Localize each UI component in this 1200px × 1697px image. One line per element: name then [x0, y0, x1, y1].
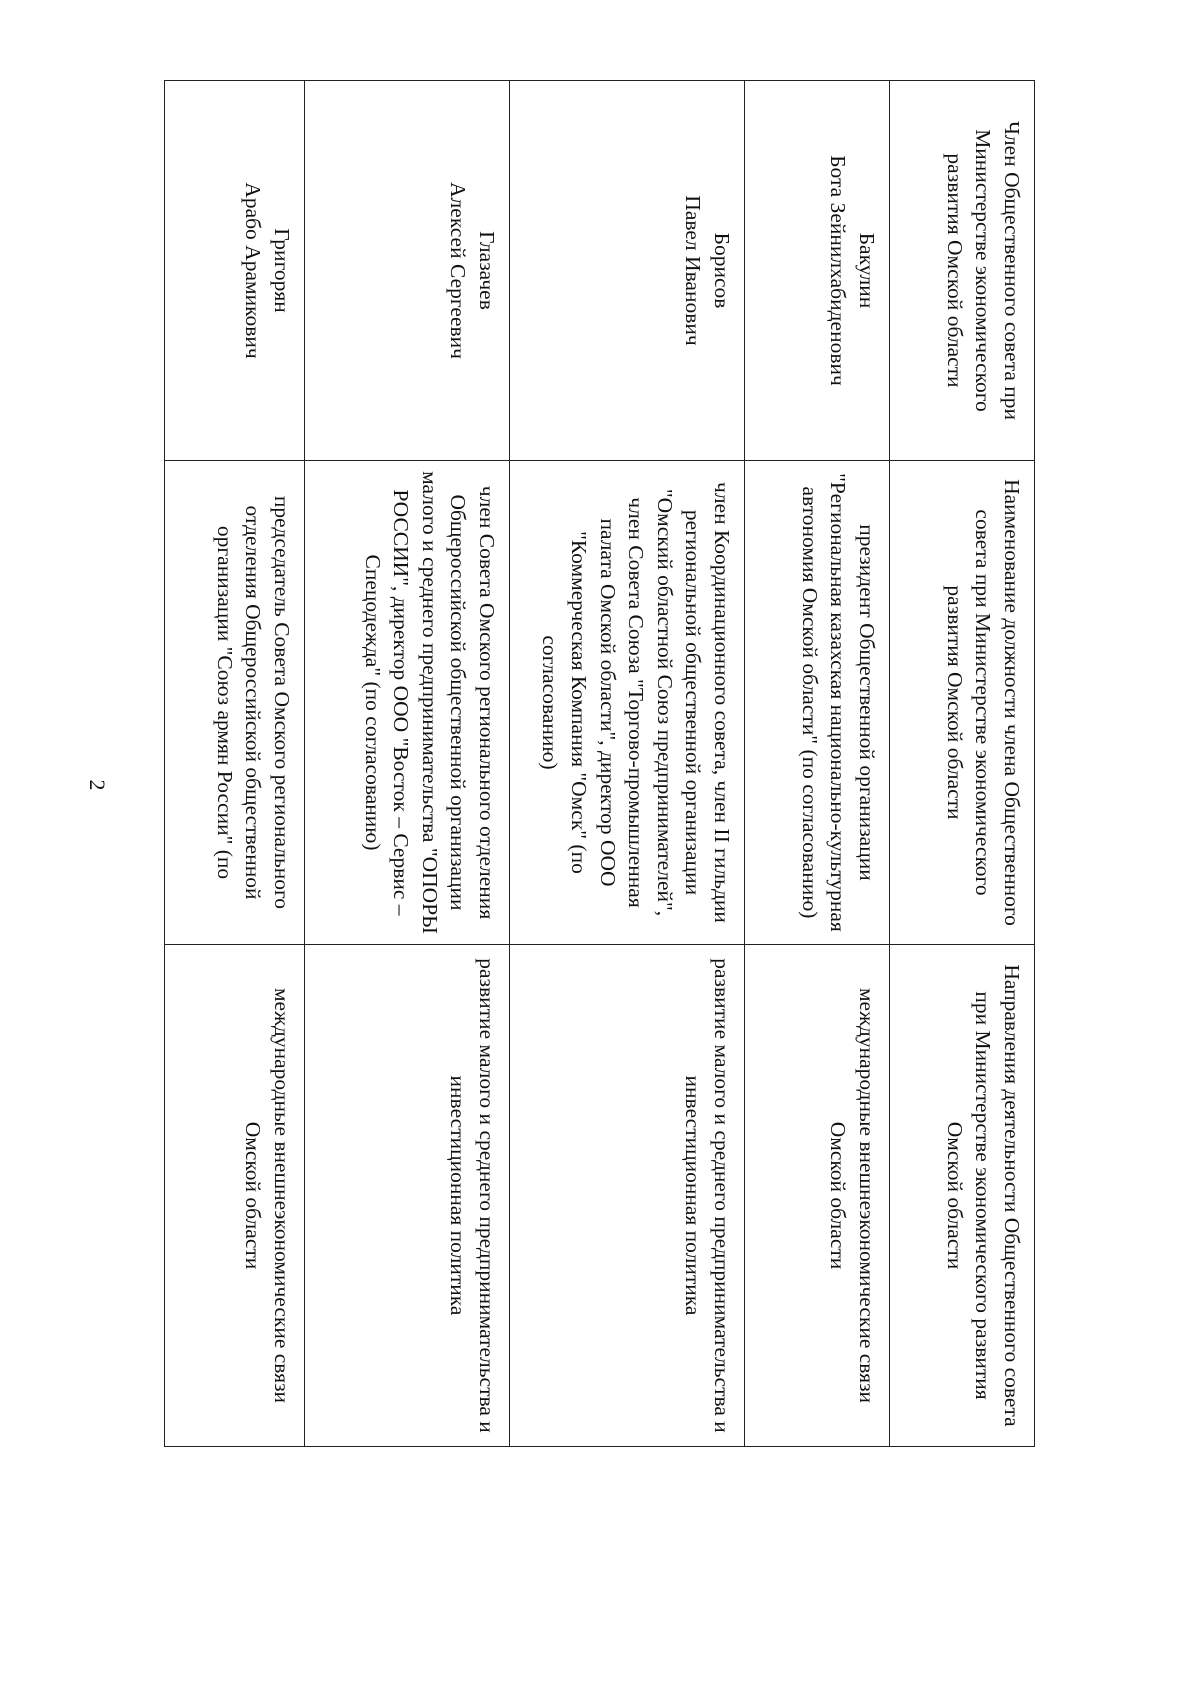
- member-surname: Бакулин: [855, 232, 879, 309]
- direction-cell: международные внешнеэкономические связи Омской области: [165, 945, 305, 1447]
- header-direction: Направления деятельности Общественного совета при Министерстве экономического развития Омской области: [890, 945, 1035, 1447]
- direction-cell: развитие малого и среднего предпринимательства и инвестиционная политика: [510, 945, 745, 1447]
- table-header-row: [890, 81, 1035, 1447]
- member-cell: [510, 81, 745, 461]
- member-surname: Григорян: [270, 228, 294, 313]
- member-surname: Глазачев: [475, 231, 499, 310]
- members-table: [164, 80, 1035, 1447]
- member-cell: [165, 81, 305, 461]
- member-cell: [745, 81, 890, 461]
- member-cell: [305, 81, 510, 461]
- position-cell: председатель Совета Омского регионального отделения Общероссийской общественной организации "Союз армян России" (по: [165, 461, 305, 945]
- member-given-names: Арабо Арамикович: [241, 182, 266, 359]
- position-cell: член Координационного совета, член II гильдии региональной общественной организации "Омский областной Союз предпринимателей", член Совета Союза "Торгово-промышленная палата Омской области", директор ООО "Коммерческая Компания "Омск" (по согласованию): [510, 461, 745, 945]
- page-number: 2: [85, 779, 110, 791]
- table-row: [305, 81, 510, 1447]
- member-given-names: Павел Иванович: [681, 195, 706, 346]
- table-row: [165, 81, 305, 1447]
- header-member: Член Общественного совета при Министерстве экономического развития Омской области: [890, 81, 1035, 461]
- direction-cell: международные внешнеэкономические связи Омской области: [745, 945, 890, 1447]
- table-row: [510, 81, 745, 1447]
- position-cell: член Совета Омского регионального отделения Общероссийской общественной организации малого и среднего предпринимательства "ОПОРЫ РОССИИ", директор ООО "Восток – Сервис – Спецодежда" (по согласованию): [305, 461, 510, 945]
- member-given-names: Бота Зейнилхабиденович: [826, 155, 851, 386]
- direction-cell: развитие малого и среднего предпринимательства и инвестиционная политика: [305, 945, 510, 1447]
- table-row: [745, 81, 890, 1447]
- table-rotator: [165, 80, 1035, 1446]
- member-surname: Борисов: [710, 232, 734, 309]
- header-position: Наименование должности члена Общественного совета при Министерстве экономического развития Омской области: [890, 461, 1035, 945]
- position-cell: президент Общественной организации "Региональная казахская национально-культурная автономия Омской области" (по согласованию): [745, 461, 890, 945]
- member-given-names: Алексей Сергеевич: [446, 182, 471, 359]
